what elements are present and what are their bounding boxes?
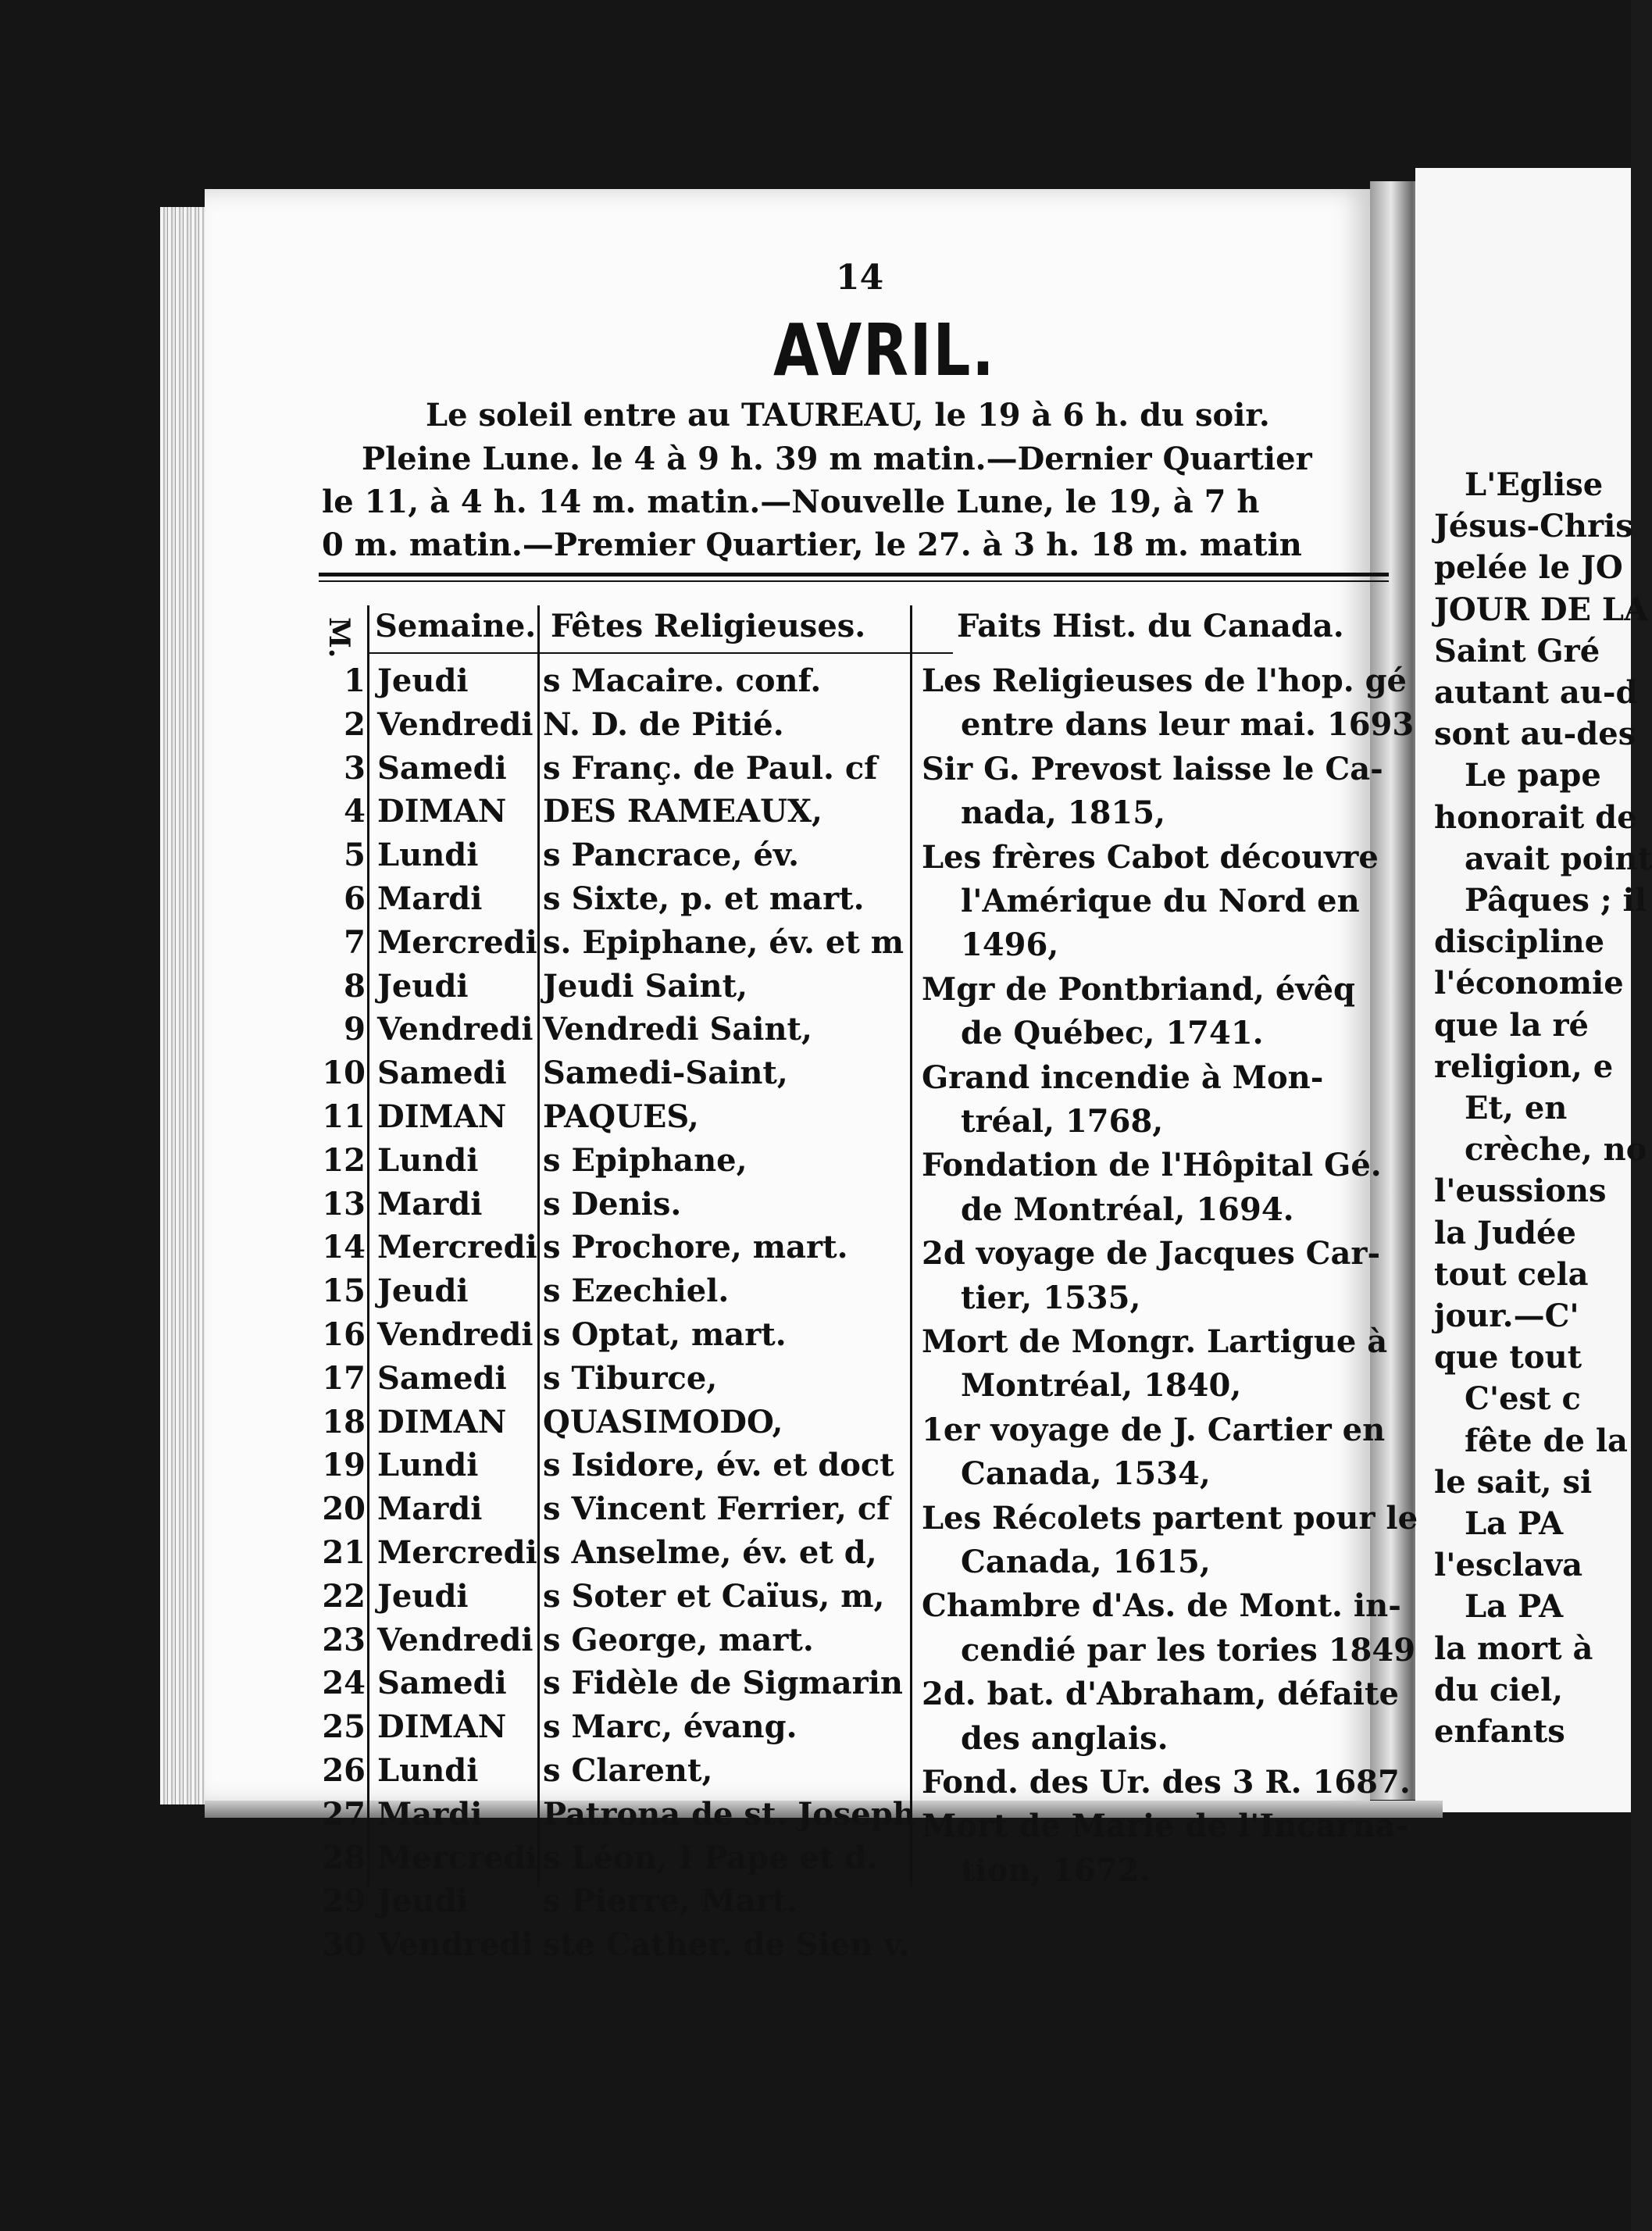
religious-feast: s Vincent Ferrier, cf bbox=[543, 1490, 890, 1528]
religious-feast: s Denis. bbox=[543, 1185, 682, 1223]
historical-fact-line: Mort de Marie de l'Incarna- bbox=[922, 1808, 1409, 1845]
day-number: 1 bbox=[344, 662, 366, 699]
day-number: 29 bbox=[322, 1883, 366, 1920]
weekday: Vendredi bbox=[377, 1926, 533, 1964]
religious-feast: Samedi-Saint, bbox=[543, 1055, 788, 1092]
religious-feast: s Ezechiel. bbox=[543, 1273, 730, 1310]
religious-feast: ste Cather. de Sien v. bbox=[543, 1926, 910, 1964]
day-number: 6 bbox=[344, 880, 366, 917]
historical-fact-line: Canada, 1615, bbox=[961, 1544, 1211, 1580]
weekday: Jeudi bbox=[377, 662, 469, 699]
day-number: 20 bbox=[322, 1490, 366, 1528]
historical-fact-line: Mort de Mongr. Lartigue à bbox=[922, 1323, 1388, 1360]
day-number: 4 bbox=[344, 793, 366, 830]
religious-feast: s Clarent, bbox=[543, 1752, 713, 1789]
historical-fact-line: Sir G. Prevost laisse le Ca- bbox=[922, 750, 1383, 787]
right-page-line: la mort à bbox=[1434, 1630, 1593, 1667]
right-page-line: JOUR DE LA bbox=[1434, 591, 1649, 628]
religious-feast: QUASIMODO, bbox=[543, 1403, 783, 1440]
day-number: 17 bbox=[322, 1359, 366, 1397]
weekday: Samedi bbox=[377, 1359, 507, 1397]
right-page-line: autant au-d bbox=[1434, 674, 1638, 711]
weekday: Lundi bbox=[377, 1752, 479, 1789]
right-page-line: que tout bbox=[1434, 1339, 1582, 1376]
religious-feast: s Léon, I Pape et d. bbox=[543, 1839, 878, 1876]
right-page-line: l'économie bbox=[1434, 965, 1624, 1002]
day-number: 18 bbox=[322, 1403, 366, 1440]
right-page-line: que la ré bbox=[1434, 1006, 1589, 1044]
religious-feast: s Marc, évang. bbox=[543, 1708, 797, 1746]
right-page-line: Le pape bbox=[1465, 757, 1601, 794]
day-number: 21 bbox=[322, 1534, 366, 1571]
right-page-line: Et, en bbox=[1465, 1090, 1568, 1126]
day-number: 2 bbox=[344, 705, 366, 743]
religious-feast: s Pancrace, év. bbox=[543, 837, 800, 874]
weekday: Lundi bbox=[377, 1141, 479, 1179]
religious-feast: PAQUES, bbox=[543, 1098, 699, 1135]
weekday: Samedi bbox=[377, 1055, 507, 1092]
page-stack-edge bbox=[160, 207, 207, 1804]
table-row bbox=[319, 924, 1390, 968]
day-number: 28 bbox=[322, 1839, 366, 1876]
day-number: 27 bbox=[322, 1795, 366, 1833]
table-row bbox=[319, 1273, 1390, 1316]
weekday: DIMAN bbox=[377, 1098, 507, 1135]
day-number: 24 bbox=[322, 1665, 366, 1702]
religious-feast: DES RAMEAUX, bbox=[543, 793, 822, 830]
page-number: 14 bbox=[836, 258, 884, 298]
weekday: Vendredi bbox=[377, 705, 533, 743]
day-number: 14 bbox=[322, 1229, 366, 1266]
weekday: DIMAN bbox=[377, 1403, 507, 1440]
historical-fact-line: Canada, 1534, bbox=[961, 1455, 1211, 1493]
historical-fact-line: Fond. des Ur. des 3 R. 1687. bbox=[922, 1764, 1411, 1801]
historical-fact-line: Montréal, 1840, bbox=[961, 1367, 1242, 1405]
intro-line: Pleine Lune. le 4 à 9 h. 39 m matin.—Dernier Quartier bbox=[362, 441, 1312, 477]
religious-feast: N. D. de Pitié. bbox=[543, 705, 784, 743]
header-semaine: Semaine. bbox=[375, 608, 537, 644]
weekday: Jeudi bbox=[377, 1577, 469, 1615]
religious-feast: s Isidore, év. et doct bbox=[543, 1447, 894, 1484]
right-page-line: sont au-des bbox=[1434, 716, 1636, 753]
day-number: 30 bbox=[322, 1926, 366, 1964]
right-page-line: enfants bbox=[1434, 1713, 1565, 1750]
religious-feast: s Fidèle de Sigmarin bbox=[543, 1665, 904, 1702]
historical-fact-line: cendié par les tories 1849 bbox=[961, 1631, 1416, 1669]
day-number: 22 bbox=[322, 1577, 366, 1615]
day-number: 11 bbox=[322, 1098, 366, 1135]
weekday: DIMAN bbox=[377, 793, 507, 830]
religious-feast: s Soter et Caïus, m, bbox=[543, 1577, 885, 1615]
table-row bbox=[319, 1708, 1390, 1752]
day-number: 12 bbox=[322, 1141, 366, 1179]
historical-fact-line: de Montréal, 1694. bbox=[961, 1190, 1294, 1228]
day-number: 10 bbox=[322, 1055, 366, 1092]
religious-feast: s. Epiphane, év. et m bbox=[543, 923, 904, 961]
day-number: 5 bbox=[344, 837, 366, 874]
religious-feast: Vendredi Saint, bbox=[543, 1011, 812, 1048]
right-page-line: tout cela bbox=[1434, 1255, 1589, 1293]
historical-fact-line: Grand incendie à Mon- bbox=[922, 1058, 1324, 1096]
day-number: 19 bbox=[322, 1447, 366, 1484]
weekday: DIMAN bbox=[377, 1708, 507, 1746]
weekday: Jeudi bbox=[377, 1273, 469, 1310]
right-page-line: La PA bbox=[1465, 1588, 1564, 1626]
religious-feast: s Tiburce, bbox=[543, 1359, 718, 1397]
historical-fact-line: Fondation de l'Hôpital Gé. bbox=[922, 1147, 1382, 1184]
historical-fact-line: de Québec, 1741. bbox=[961, 1015, 1264, 1052]
right-page-line: l'esclava bbox=[1434, 1547, 1583, 1584]
intro-line: Le soleil entre au TAUREAU, le 19 à 6 h. du soir. bbox=[426, 397, 1270, 434]
right-page-line: Pâques ; il bbox=[1465, 882, 1647, 919]
religious-feast: s Optat, mart. bbox=[543, 1316, 787, 1353]
weekday: Vendredi bbox=[377, 1316, 533, 1353]
historical-fact-line: des anglais. bbox=[961, 1719, 1169, 1757]
day-number: 13 bbox=[322, 1185, 366, 1223]
weekday: Mardi bbox=[377, 1490, 483, 1528]
weekday: Vendredi bbox=[377, 1011, 533, 1048]
right-page-line: discipline bbox=[1434, 923, 1605, 961]
weekday: Mercredi bbox=[377, 923, 537, 961]
religious-feast: s Anselme, év. et d, bbox=[543, 1534, 877, 1571]
religious-feast: Jeudi Saint, bbox=[543, 967, 748, 1005]
double-rule-top bbox=[319, 573, 1389, 576]
table-row bbox=[319, 1883, 1390, 1926]
historical-fact-line: 2d voyage de Jacques Car- bbox=[922, 1235, 1381, 1273]
day-number: 16 bbox=[322, 1316, 366, 1353]
weekday: Mercredi bbox=[377, 1534, 537, 1571]
religious-feast: s Epiphane, bbox=[543, 1141, 748, 1179]
historical-fact-line: 1496, bbox=[961, 926, 1059, 964]
weekday: Jeudi bbox=[377, 967, 469, 1005]
weekday: Mardi bbox=[377, 880, 483, 917]
right-page-line: L'Eglise bbox=[1465, 466, 1604, 503]
religious-feast: s George, mart. bbox=[543, 1621, 814, 1658]
historical-fact-line: tréal, 1768, bbox=[961, 1103, 1164, 1140]
right-page-line: l'eussions bbox=[1434, 1173, 1607, 1210]
religious-feast: s Sixte, p. et mart. bbox=[543, 880, 865, 917]
right-page-line: religion, e bbox=[1434, 1048, 1614, 1085]
weekday: Samedi bbox=[377, 749, 507, 787]
religious-feast: s Macaire. conf. bbox=[543, 662, 822, 699]
day-number: 25 bbox=[322, 1708, 366, 1746]
historical-fact-line: tion, 1672. bbox=[961, 1851, 1151, 1889]
religious-feast: s Prochore, mart. bbox=[543, 1229, 848, 1266]
weekday: Mardi bbox=[377, 1185, 483, 1223]
table-row bbox=[319, 1098, 1390, 1142]
historical-fact-line: Les Religieuses de l'hop. gé bbox=[922, 662, 1407, 699]
day-number: 15 bbox=[322, 1273, 366, 1310]
right-page-line: Saint Gré bbox=[1434, 632, 1600, 669]
right-page-line: jour.—C' bbox=[1434, 1298, 1579, 1334]
right-page-line: honorait de bbox=[1434, 798, 1637, 836]
historical-fact-line: tier, 1535, bbox=[961, 1279, 1141, 1316]
weekday: Lundi bbox=[377, 837, 479, 874]
right-page-line: fête de la bbox=[1465, 1422, 1628, 1459]
weekday: Mardi bbox=[377, 1795, 483, 1833]
weekday: Mercredi bbox=[377, 1839, 537, 1876]
right-page-line: avait point bbox=[1465, 840, 1652, 877]
month-title: AVRIL. bbox=[773, 309, 996, 392]
header-day: M. bbox=[323, 617, 355, 659]
day-number: 26 bbox=[322, 1752, 366, 1789]
right-page-line: le sait, si bbox=[1434, 1463, 1593, 1501]
day-number: 23 bbox=[322, 1621, 366, 1658]
weekday: Vendredi bbox=[377, 1621, 533, 1658]
header-fetes: Fêtes Religieuses. bbox=[551, 608, 866, 644]
day-number: 3 bbox=[344, 749, 366, 787]
double-rule-bottom bbox=[319, 580, 1389, 582]
right-page-line: du ciel, bbox=[1434, 1671, 1564, 1708]
header-rule bbox=[367, 652, 953, 654]
historical-fact-line: Mgr de Pontbriand, évêq bbox=[922, 970, 1355, 1008]
religious-feast: s Franç. de Paul. cf bbox=[543, 749, 878, 787]
religious-feast: Patrona de st. Joseph bbox=[543, 1795, 915, 1833]
historical-fact-line: 1er voyage de J. Cartier en bbox=[922, 1411, 1386, 1448]
right-page-line: crèche, no bbox=[1465, 1131, 1647, 1169]
weekday: Mercredi bbox=[377, 1229, 537, 1266]
weekday: Samedi bbox=[377, 1665, 507, 1702]
intro-line: 0 m. matin.—Premier Quartier, le 27. à 3 h. 18 m. matin bbox=[322, 527, 1302, 563]
header-faits: Faits Hist. du Canada. bbox=[957, 608, 1344, 644]
day-number: 7 bbox=[344, 923, 366, 961]
table-row bbox=[319, 1840, 1390, 1883]
historical-fact-line: Les frères Cabot découvre bbox=[922, 838, 1379, 876]
right-page-line: pelée le JO bbox=[1434, 549, 1623, 587]
intro-line: le 11, à 4 h. 14 m. matin.—Nouvelle Lune, le 19, à 7 h bbox=[322, 484, 1260, 520]
right-page-line: la Judée bbox=[1434, 1214, 1576, 1251]
religious-feast: s Pierre, Mart. bbox=[543, 1883, 798, 1920]
historical-fact-line: Les Récolets partent pour le bbox=[922, 1499, 1418, 1537]
day-number: 9 bbox=[344, 1011, 366, 1048]
table-row bbox=[319, 1926, 1390, 1970]
table-row bbox=[319, 1534, 1390, 1578]
historical-fact-line: l'Amérique du Nord en bbox=[961, 883, 1360, 919]
historical-fact-line: Chambre d'As. de Mont. in- bbox=[922, 1587, 1401, 1625]
table-row bbox=[319, 1447, 1390, 1493]
table-row bbox=[319, 793, 1390, 837]
weekday: Lundi bbox=[377, 1447, 479, 1484]
right-page-line: La PA bbox=[1465, 1505, 1564, 1542]
right-page-line: C'est c bbox=[1465, 1380, 1581, 1418]
historical-fact-line: entre dans leur mai. 1693 bbox=[961, 706, 1415, 744]
day-number: 8 bbox=[344, 967, 366, 1005]
weekday: Jeudi bbox=[377, 1883, 469, 1920]
historical-fact-line: nada, 1815, bbox=[961, 794, 1165, 832]
right-page-line: Jésus-Chris bbox=[1434, 508, 1633, 545]
historical-fact-line: 2d. bat. d'Abraham, défaite bbox=[922, 1676, 1399, 1713]
